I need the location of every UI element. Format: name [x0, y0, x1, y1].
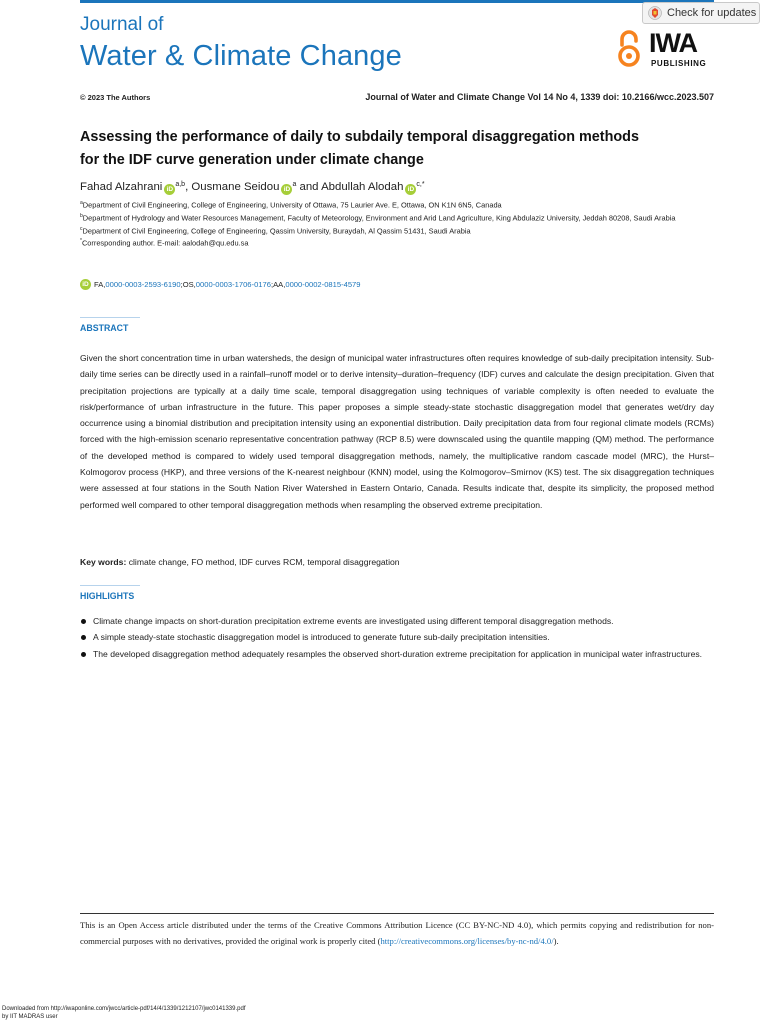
highlights-list [80, 614, 720, 663]
author-name[interactable]: Fahad Alzahrani [80, 181, 163, 193]
author-separator: , [185, 181, 192, 193]
orcid-author: FA, [94, 280, 106, 289]
article-title [80, 126, 710, 172]
highlight-item: A simple steady-state stochastic disaggregation model is introduced to generate future sub-daily precipitation intensities. [80, 630, 720, 646]
author-affiliation-marker: a,b [175, 181, 186, 188]
orcid-link[interactable]: 0000-0002-0815-4579 [285, 280, 361, 289]
orcid-icon[interactable]: iD [164, 184, 175, 195]
orcid-icon: iD [80, 279, 91, 290]
corresponding-author: *Corresponding author. E-mail: aalodah@qu.edu.sa [80, 238, 249, 248]
affiliation-item: $^b$Department of Hydrology and Water Resources Management, Faculty of Meteorology, Environment and Arid Land Agriculture, King Abdulaziz University, Jeddah 80208, Saudi Arabia [80, 212, 676, 223]
iwa-publishing-logo [616, 30, 716, 70]
article-title-line: Assessing the performance of daily to subdaily temporal disaggregation methods [80, 129, 639, 145]
journal-of-label: Journal of [80, 14, 164, 35]
publishing-wordmark: PUBLISHING [651, 59, 707, 68]
open-access-icon [616, 30, 642, 73]
keywords [80, 557, 400, 567]
orcid-link[interactable]: 0000-0003-2593-6190 [105, 280, 181, 289]
footer-rule [80, 913, 714, 914]
license-notice: This is an Open Access article distributed under the terms of the Creative Commons Attribution Licence (CC BY-NC-ND 4.0), which permits copying and redistribution for non-commercial purposes with no derivatives, provided the original work is properly cited (http://creativecommons.org/licenses/by-nc-nd/4.0/). [80, 920, 714, 947]
check-updates-icon [648, 6, 662, 20]
license-link[interactable]: http://creativecommons.org/licenses/by-nc-nd/4.0/ [380, 936, 554, 947]
orcid-icon[interactable]: iD [405, 184, 416, 195]
orcid-separator: ; [180, 280, 183, 289]
author-list [80, 181, 425, 195]
keywords-text: climate change, FO method, IDF curves RCM, temporal disaggregation [126, 557, 400, 567]
orcid-link[interactable]: 0000-0003-1706-0176 [195, 280, 271, 289]
check-for-updates-button[interactable] [642, 2, 760, 24]
orcid-author: OS, [182, 280, 196, 289]
affiliation-item: $^a$Department of Civil Engineering, College of Engineering, University of Ottawa, 75 Laurier Ave. E, Ottawa, ON K1N 6N5, Canada [80, 200, 502, 210]
highlights-heading: HIGHLIGHTS [80, 591, 135, 601]
article-title-line: for the IDF curve generation under climate change [80, 152, 424, 168]
journal-citation: Journal of Water and Climate Change Vol 14 No 4, 1339 doi: 10.2166/wcc.2023.507 [365, 92, 714, 102]
highlight-item: Climate change impacts on short-duration precipitation extreme events are investigated using different temporal disaggregation methods. [80, 614, 720, 630]
affiliations [80, 198, 720, 249]
orcid-author: AA, [273, 280, 286, 289]
download-stamp [2, 1006, 245, 1021]
author-separator: and [296, 181, 322, 193]
orcid-icon[interactable]: iD [281, 184, 292, 195]
iwa-wordmark: IWA [649, 28, 697, 58]
download-stamp-line: Downloaded from http://iwaponline.com/jwcc/article-pdf/14/4/1339/1212107/jwc0141339.pdf [2, 1006, 246, 1012]
author-affiliation-marker: a [292, 181, 297, 188]
section-rule [80, 317, 140, 318]
author-name[interactable]: Ousmane Seidou [191, 181, 280, 193]
copyright-notice: © 2023 The Authors [80, 93, 151, 102]
abstract-body: Given the short concentration time in urban watersheds, the design of municipal water infrastructures often requires knowledge of sub-daily precipitation intensity. Sub-daily time series can be directly used in a rainfall–runoff model or to derive intensity–duration–frequency (IDF) curves and calculate the design precipitation. Given that precipitation projections are typically at a daily time scale, temporal disaggregation using techniques of variable complexity is often needed to evaluate the risk/performance of urban infrastructure in the future. This paper proposes a simple steady-state stochastic disaggregation model that generates wet/dry day occurrence using a binomial distribution and precipitation intensity using an exponential distribution. Daily precipitation data from four regional climate models (RCMs) forced with the high-emission scenario representative concentration pathway (RCP 8.5) were downscaled using the quantile mapping (QM) method. The performance of the developed method is compared to widely used temporal disaggregation methods, namely, the multiplicative random cascade model (MRC), the Hurst–Kolmogorov process (HKP), and three versions of the K-nearest neighbour (KNN) model, using the Kolmogorov–Smirnov (KS) test. The six disaggregation techniques were assessed at four stations in the South Nation River Watershed in Eastern Ontario, Canada. Results indicate that, despite its simplicity, the proposed method performed well compared to other temporal disaggregation methods when resampling the observed extreme precipitation. [80, 353, 714, 510]
affiliation-item: $^c$Department of Civil Engineering, College of Engineering, Qassim University, Buraydah, Al Qassim 51431, Saudi Arabia [80, 225, 471, 235]
orcid-list [80, 279, 361, 290]
download-stamp-line: by IIT MADRAS user [2, 1013, 58, 1020]
highlight-item: The developed disaggregation method adequately resamples the observed short-duration extreme precipitation for application in municipal water infrastructures. [80, 647, 720, 663]
section-rule [80, 585, 140, 586]
journal-name: Water & Climate Change [80, 40, 402, 72]
top-accent-rule [80, 0, 714, 3]
author-affiliation-marker: c,* [416, 181, 425, 188]
author-name[interactable]: Abdullah Alodah [321, 181, 404, 193]
keywords-label: Key words: [80, 557, 127, 567]
check-updates-label: Check for updates [667, 7, 757, 19]
orcid-separator: ; [270, 280, 274, 289]
abstract-heading: ABSTRACT [80, 323, 129, 333]
